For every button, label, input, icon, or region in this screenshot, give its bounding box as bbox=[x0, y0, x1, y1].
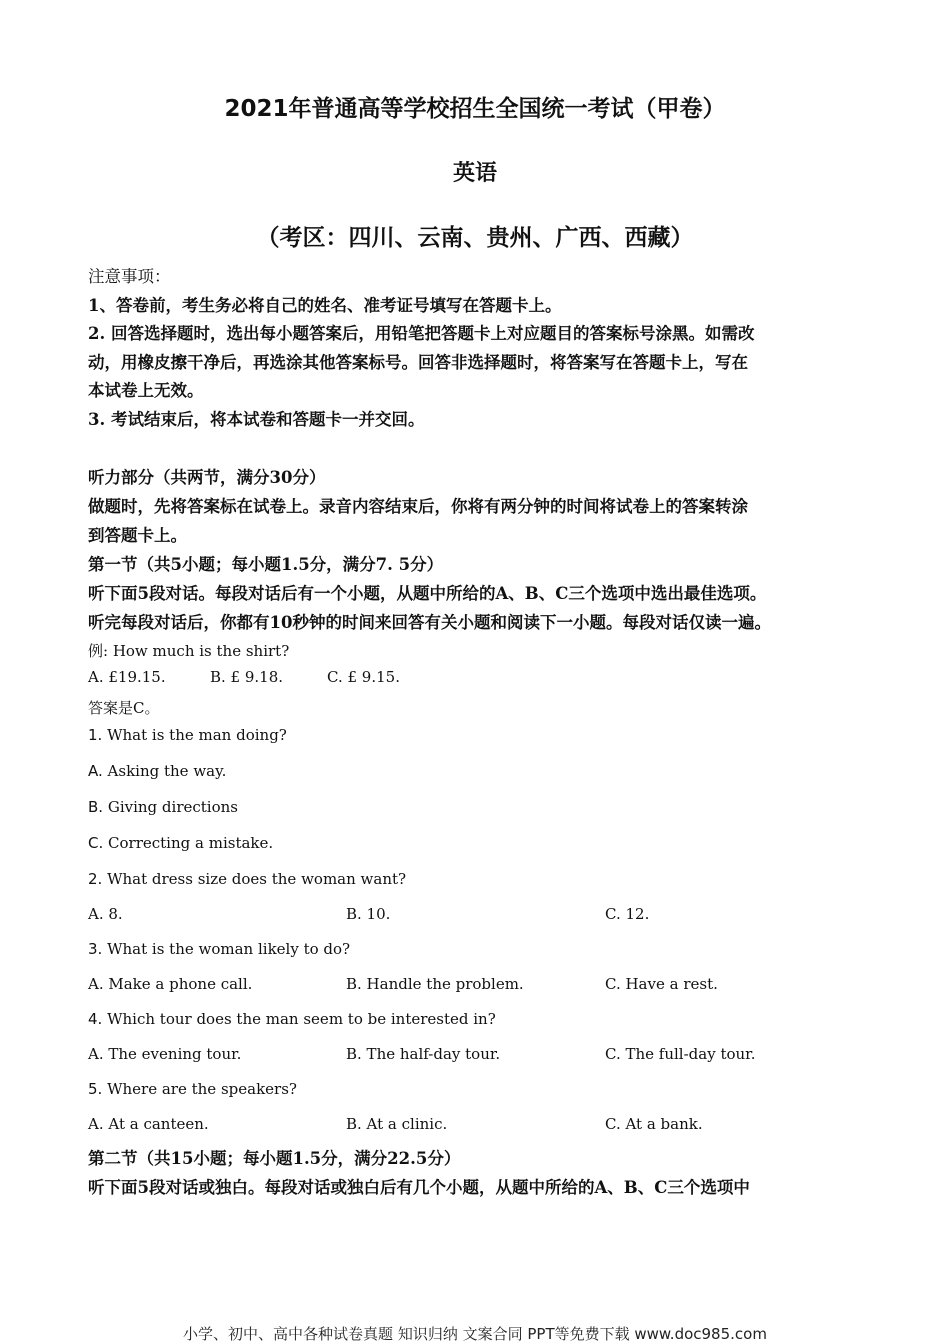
question-text: What is the woman likely to do? bbox=[107, 940, 351, 958]
q1-option-b bbox=[88, 798, 238, 816]
note-item-1: 1、答卷前，考生务必将自己的姓名、准考证号填写在答题卡上。 bbox=[88, 295, 562, 315]
option-text: Asking the way. bbox=[107, 762, 227, 780]
listening-section bbox=[88, 463, 888, 637]
option-text: Giving directions bbox=[107, 798, 238, 816]
question-5 bbox=[88, 1080, 297, 1098]
note-item-2b: 动，用橡皮擦干净后，再选涂其他答案标号。回答非选择题时，将答案写在答题卡上，写在 bbox=[88, 352, 748, 372]
exam-title: 2021年普通高等学校招生全国统一考试（甲卷） bbox=[224, 96, 726, 122]
note-item-2c: 本试卷上无效。 bbox=[88, 381, 204, 400]
listening-part-title: 听力部分（共两节，满分30分） bbox=[88, 468, 326, 487]
option-b: B. 10. bbox=[346, 905, 391, 923]
question-number: 4. bbox=[88, 1010, 103, 1028]
example-answer: 答案是C。 bbox=[88, 699, 160, 717]
section1-title: 第一节（共5小题；每小题1.5分，满分7. 5分） bbox=[88, 555, 444, 574]
question-4 bbox=[88, 1010, 496, 1028]
example-option-c: C. £ 9.15. bbox=[327, 668, 400, 686]
section1-desc-b: 听完每段对话后，你都有10秒钟的时间来回答有关小题和阅读下一小题。每段对话仅读一遍。 bbox=[88, 613, 771, 632]
question-number: 3. bbox=[88, 940, 103, 958]
option-c: C. At a bank. bbox=[605, 1115, 703, 1133]
question-3 bbox=[88, 940, 350, 958]
question-text: What is the man doing? bbox=[107, 726, 287, 744]
option-c: C. Have a rest. bbox=[605, 975, 718, 993]
section2 bbox=[88, 1144, 888, 1202]
q1-option-a bbox=[88, 762, 226, 780]
option-a: A. 8. bbox=[88, 905, 123, 923]
subject-title: 英语 bbox=[452, 161, 497, 186]
question-1 bbox=[88, 726, 287, 744]
region-subtitle: （考区：四川、云南、贵州、广西、西藏） bbox=[256, 224, 694, 251]
example-question: 例: How much is the shirt? bbox=[88, 642, 290, 660]
question-number: 5. bbox=[88, 1080, 103, 1098]
section2-desc: 听下面5段对话或独白。每段对话或独白后有几个小题，从题中所给的A、B、C三个选项中 bbox=[88, 1178, 750, 1197]
section2-title: 第二节（共15小题；每小题1.5分，满分22.5分） bbox=[88, 1149, 461, 1168]
q1-option-c bbox=[88, 834, 273, 852]
option-label: B. bbox=[88, 798, 104, 816]
option-c: C. The full-day tour. bbox=[605, 1045, 756, 1063]
instructions bbox=[88, 263, 878, 434]
option-a: A. Make a phone call. bbox=[88, 975, 253, 993]
question-number: 2. bbox=[88, 870, 103, 888]
option-b: B. At a clinic. bbox=[346, 1115, 448, 1133]
question-text: Where are the speakers? bbox=[107, 1080, 297, 1098]
option-b: B. The half-day tour. bbox=[346, 1045, 501, 1063]
page-footer: 小学、初中、高中各种试卷真题 知识归纳 文案合同 PPT等免费下载 www.doc985.com bbox=[183, 1325, 767, 1343]
option-text: Correcting a mistake. bbox=[108, 834, 274, 852]
option-label: A. bbox=[88, 762, 103, 780]
notes-heading: 注意事项： bbox=[88, 267, 171, 286]
question-text: What dress size does the woman want? bbox=[107, 870, 407, 888]
option-c: C. 12. bbox=[605, 905, 650, 923]
note-item-2a: 2. 回答选择题时，选出每小题答案后，用铅笔把答题卡上对应题目的答案标号涂黑。如需改 bbox=[88, 324, 755, 343]
question-2 bbox=[88, 870, 406, 888]
option-label: C. bbox=[88, 834, 104, 852]
listening-intro-a: 做题时，先将答案标在试卷上。录音内容结束后，你将有两分钟的时间将试卷上的答案转涂 bbox=[88, 497, 748, 516]
question-text: Which tour does the man seem to be interested in? bbox=[107, 1010, 496, 1028]
option-a: A. The evening tour. bbox=[88, 1045, 242, 1063]
note-item-3: 3. 考试结束后，将本试卷和答题卡一并交回。 bbox=[88, 409, 425, 429]
question-number: 1. bbox=[88, 726, 103, 744]
example-option-a: A. £19.15. bbox=[88, 668, 166, 686]
example-option-b: B. £ 9.18. bbox=[210, 668, 284, 686]
option-b: B. Handle the problem. bbox=[346, 975, 524, 993]
listening-intro-b: 到答题卡上。 bbox=[88, 526, 187, 545]
option-a: A. At a canteen. bbox=[88, 1115, 209, 1133]
section1-desc-a: 听下面5段对话。每段对话后有一个小题，从题中所给的A、B、C三个选项中选出最佳选项。 bbox=[88, 584, 767, 603]
